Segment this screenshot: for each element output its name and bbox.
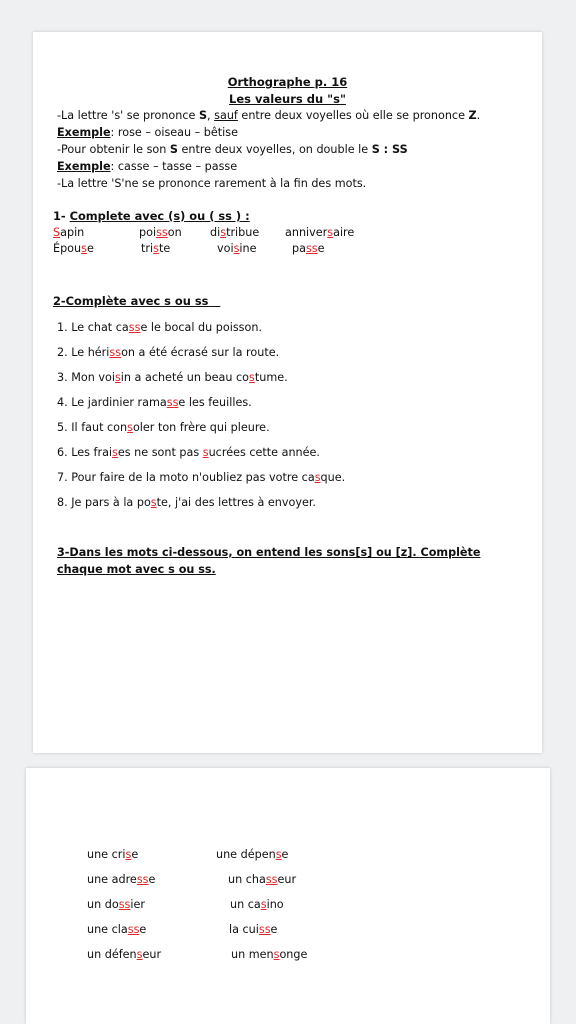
sentence-item: 5. Il faut consoler ton frère qui pleure. <box>57 421 270 434</box>
highlighted-letters: s <box>273 948 280 961</box>
example-2: Exemple: casse – tasse – passe <box>57 160 238 173</box>
word-item: une dépense <box>216 848 289 861</box>
word-item: une adresse <box>87 873 156 886</box>
highlighted-letters: S <box>53 226 61 239</box>
rule-1: -La lettre 's' se prononce S, sauf entre deux voyelles où elle se prononce Z. <box>57 109 481 122</box>
page-subtitle: Les valeurs du "s" <box>229 92 346 106</box>
word-item: distribue <box>210 226 260 239</box>
highlighted-letters: s <box>314 471 321 484</box>
highlighted-letters: s <box>153 242 159 255</box>
document-page-1 <box>33 32 542 753</box>
word-item: un défenseur <box>87 948 162 961</box>
highlighted-letters: s <box>81 242 87 255</box>
highlighted-letters: ss <box>118 898 131 911</box>
document-page-2 <box>26 768 550 1024</box>
exercise-3-heading-line-1: 3-Dans les mots ci-dessous, on entend les sons[s] ou [z]. Complète <box>57 546 481 559</box>
highlighted-letters: s <box>327 226 334 239</box>
sentence-item: 4. Le jardinier ramasse les feuilles. <box>57 396 252 409</box>
word-item: un casino <box>230 898 284 911</box>
highlighted-letters: s <box>202 446 209 459</box>
word-item: voisine <box>217 242 257 255</box>
sentence-item: 3. Mon voisin a acheté un beau costume. <box>57 371 288 384</box>
word-item: une classe <box>87 923 147 936</box>
sentence-item: 2. Le hérisson a été écrasé sur la route. <box>57 346 280 359</box>
sentence-item: 6. Les fraises ne sont pas sucrées cette année. <box>57 446 320 459</box>
word-item: un dossier <box>87 898 145 911</box>
rule-3: -La lettre 'S'ne se prononce rarement à la fin des mots. <box>57 177 367 190</box>
word-item: poisson <box>139 226 182 239</box>
word-item: triste <box>141 242 171 255</box>
highlighted-letters: ss <box>156 226 168 239</box>
word-item: anniversaire <box>285 226 355 239</box>
highlighted-letters: s <box>150 496 157 509</box>
highlighted-letters: ss <box>136 873 149 886</box>
word-item: une crise <box>87 848 139 861</box>
highlighted-letters: s <box>114 371 121 384</box>
sentence-item: 1. Le chat casse le bocal du poisson. <box>57 321 262 334</box>
highlighted-letters: ss <box>127 923 140 936</box>
highlighted-letters: s <box>136 948 143 961</box>
highlighted-letters: s <box>260 898 267 911</box>
exercise-1-heading: 1- Complete avec (s) ou ( ss ) : <box>53 209 250 223</box>
highlighted-letters: ss <box>305 242 318 255</box>
highlighted-letters: ss <box>109 346 122 359</box>
highlighted-letters: ss <box>265 873 278 886</box>
word-item: un chasseur <box>228 873 297 886</box>
highlighted-letters: s <box>233 242 240 255</box>
highlighted-letters: s <box>125 848 132 861</box>
highlighted-letters: ss <box>128 321 141 334</box>
word-item: la cuisse <box>229 923 278 936</box>
page-title: Orthographe p. 16 <box>227 75 348 89</box>
sentence-item: 7. Pour faire de la moto n'oubliez pas votre casque. <box>57 471 346 484</box>
exercise-2-heading: 2-Complète avec s ou ss <box>53 294 209 308</box>
highlighted-letters: s <box>220 226 227 239</box>
exercise-3-heading-line-2: chaque mot avec s ou ss. <box>57 563 216 576</box>
highlighted-letters: ss <box>258 923 271 936</box>
highlighted-letters: s <box>249 371 255 384</box>
word-item: passe <box>292 242 325 255</box>
word-item: Épouse <box>53 242 94 255</box>
word-item: un mensonge <box>231 948 308 961</box>
highlighted-letters: s <box>275 848 282 861</box>
sentence-item: 8. Je pars à la poste, j'ai des lettres à envoyer. <box>57 496 316 509</box>
word-item: Sapin <box>53 226 85 239</box>
rule-2: -Pour obtenir le son S entre deux voyelles, on double le S : SS <box>57 143 408 156</box>
highlighted-letters: s <box>127 421 133 434</box>
highlighted-letters: ss <box>166 396 179 409</box>
highlighted-letters: s <box>112 446 118 459</box>
example-1: Exemple: rose – oiseau – bêtise <box>57 126 238 139</box>
